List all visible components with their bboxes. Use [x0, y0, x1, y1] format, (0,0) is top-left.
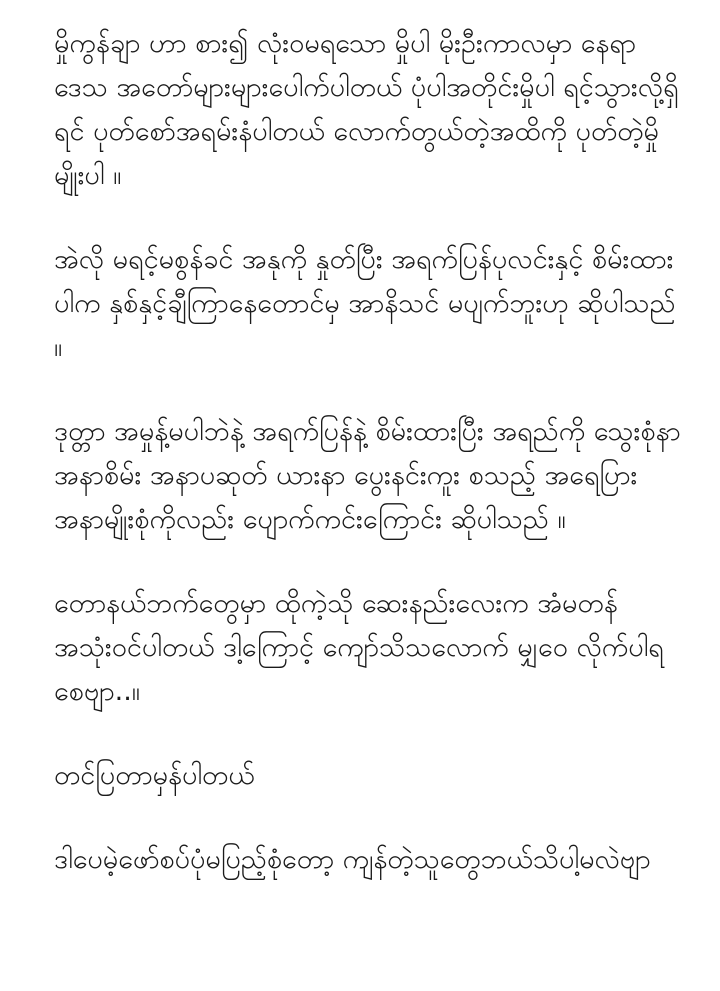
paragraph-preparation: အဲလို မရင့်မစွန်ခင် အနုကို နှုတ်ပြီး အရက်ပြန်ပုလင်းနှင့် စိမ်းထားပါက နှစ်နှင့်ချီကြာနေတောင်မှ အာနိသင် မပျက်ဘူးဟု ဆိုပါသည် ။ — [54, 244, 676, 363]
paragraph-comment-question: ဒါပေမဲ့ဖော်စပ်ပုံမပြည့်စုံတော့ ကျန်တဲ့သူတွေဘယ်သိပါ့မလဲဗျာ — [54, 844, 651, 875]
paragraph-mushroom-description: မှိုကွန်ချာ ဟာ စား၍ လုံးဝမရသော မှိုပါ မိုးဦးကာလမှာ နေရာဒေသ အတော်များများပေါက်ပါတယ် ပုံပါအတိုင်းမှိုပါ ရင့်သွားလို့ရှိရင် ပုတ်စော်အရမ်းနံပါတယ် လောက်တွယ်တဲ့အထိကို ပုတ်တဲ့မှိုမျိုးပါ ။ — [54, 28, 679, 191]
paragraph-uses: ဒုတ္တာ အမှုန့်မပါဘဲနဲ့ အရက်ပြန်နဲ့ စိမ်းထားပြီး အရည်ကို သွေးစုံနာ အနာစိမ်း အနာပဆုတ် ယားနာ ပွေးနင်းကူး စသည့် အရေပြား အနာမျိုးစုံကိုလည်း ပျောက်ကင်းကြောင်း ဆိုပါသည် ။ — [54, 416, 681, 535]
post-text-body — [54, 22, 684, 882]
paragraph-sharing: တောနယ်ဘက်တွေမှာ ထိုကဲ့သို ဆေးနည်းလေးက အံမတန် အသုံးဝင်ပါတယ် ဒါ့ကြောင့် ကျော်သိသလောက် မျှဝေ လိုက်ပါရစေဗျာ..။ — [54, 588, 664, 707]
paragraph-comment-agree: တင်ပြတာမှန်ပါတယ် — [54, 760, 255, 791]
